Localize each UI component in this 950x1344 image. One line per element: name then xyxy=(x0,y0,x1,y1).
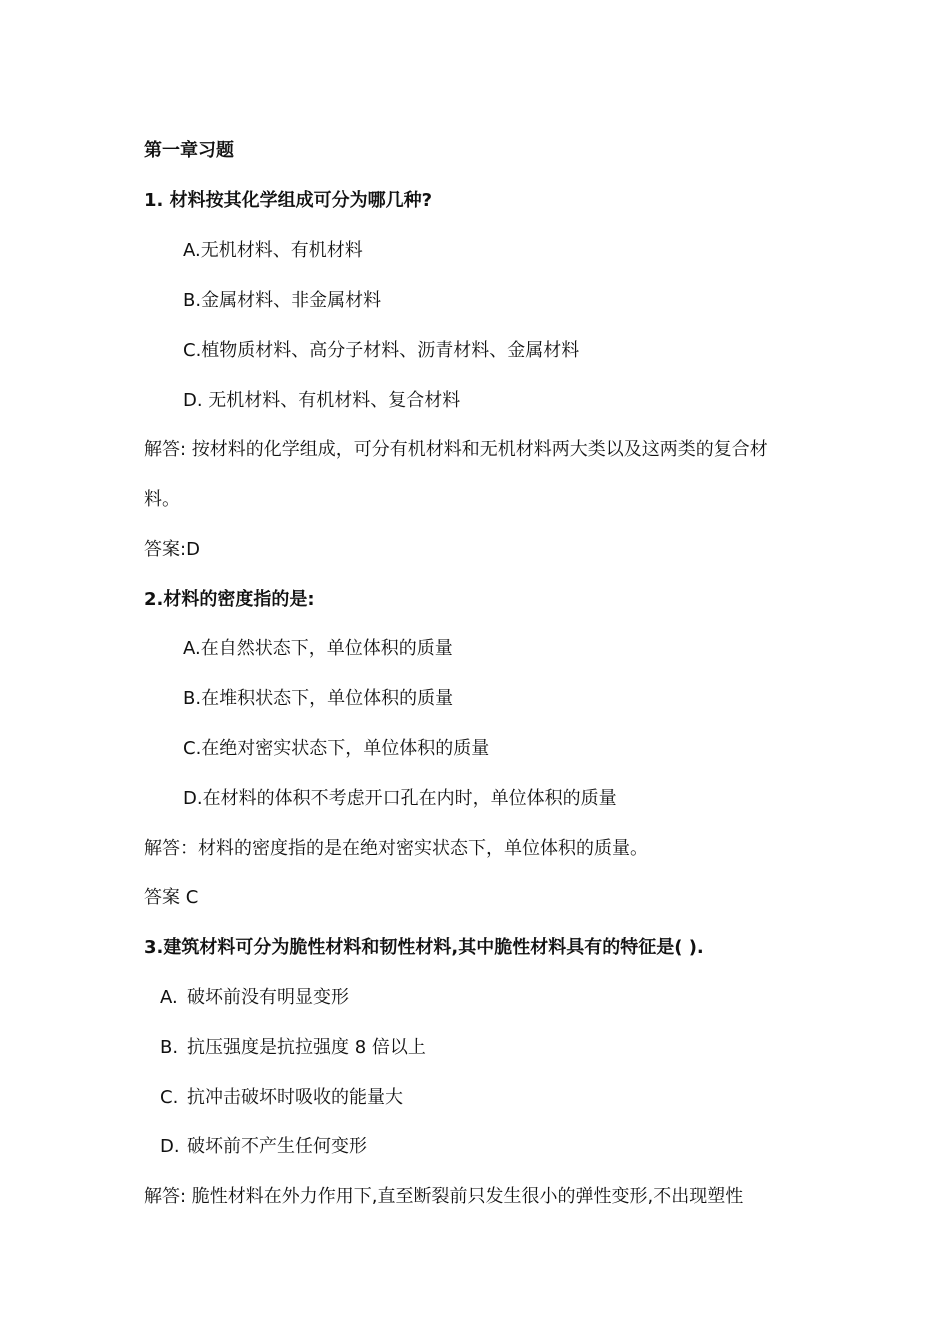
option-text: 破坏前没有明显变形 xyxy=(187,987,349,1008)
question-2-option-a: A.在自然状态下，单位体积的质量 xyxy=(183,638,453,659)
question-1-text: 1. 材料按其化学组成可分为哪几种? xyxy=(144,190,433,211)
question-1-explanation-line-1: 解答: 按材料的化学组成，可分有机材料和无机材料两大类以及这两类的复合材 xyxy=(144,439,768,460)
question-1-option-c: C.植物质材料、高分子材料、沥青材料、金属材料 xyxy=(183,340,580,361)
option-text: 破坏前不产生任何变形 xyxy=(187,1136,367,1157)
question-1-option-a: A.无机材料、有机材料 xyxy=(183,240,363,261)
question-2-option-c: C.在绝对密实状态下，单位体积的质量 xyxy=(183,738,490,759)
question-3-option-d xyxy=(160,1135,367,1159)
chapter-title: 第一章习题 xyxy=(144,140,234,161)
question-2-option-d: D.在材料的体积不考虑开口孔在内时，单位体积的质量 xyxy=(183,788,617,809)
question-1-explanation-line-2: 料。 xyxy=(144,489,180,510)
question-2-option-b: B.在堆积状态下，单位体积的质量 xyxy=(183,688,454,709)
question-2-explanation: 解答：材料的密度指的是在绝对密实状态下，单位体积的质量。 xyxy=(144,838,648,859)
question-2-answer: 答案 C xyxy=(144,887,199,908)
question-3-text: 3.建筑材料可分为脆性材料和韧性材料,其中脆性材料具有的特征是( ). xyxy=(144,937,704,958)
question-1-option-b: B.金属材料、非金属材料 xyxy=(183,290,382,311)
question-2-text: 2.材料的密度指的是: xyxy=(144,589,315,610)
question-3-option-b xyxy=(160,1036,426,1060)
question-3-explanation: 解答: 脆性材料在外力作用下,直至断裂前只发生很小的弹性变形,不出现塑性 xyxy=(144,1186,744,1207)
question-1-option-d: D. 无机材料、有机材料、复合材料 xyxy=(183,390,461,411)
option-text: 抗压强度是抗拉强度 8 倍以上 xyxy=(187,1037,426,1058)
option-letter: D. xyxy=(160,1136,180,1157)
option-letter: C. xyxy=(160,1087,179,1108)
question-1-answer: 答案:D xyxy=(144,539,200,560)
question-3-option-c xyxy=(160,1086,403,1110)
option-letter: B. xyxy=(160,1037,179,1058)
option-letter: A. xyxy=(160,987,178,1008)
option-text: 抗冲击破坏时吸收的能量大 xyxy=(187,1087,403,1108)
question-3-option-a xyxy=(160,986,349,1010)
